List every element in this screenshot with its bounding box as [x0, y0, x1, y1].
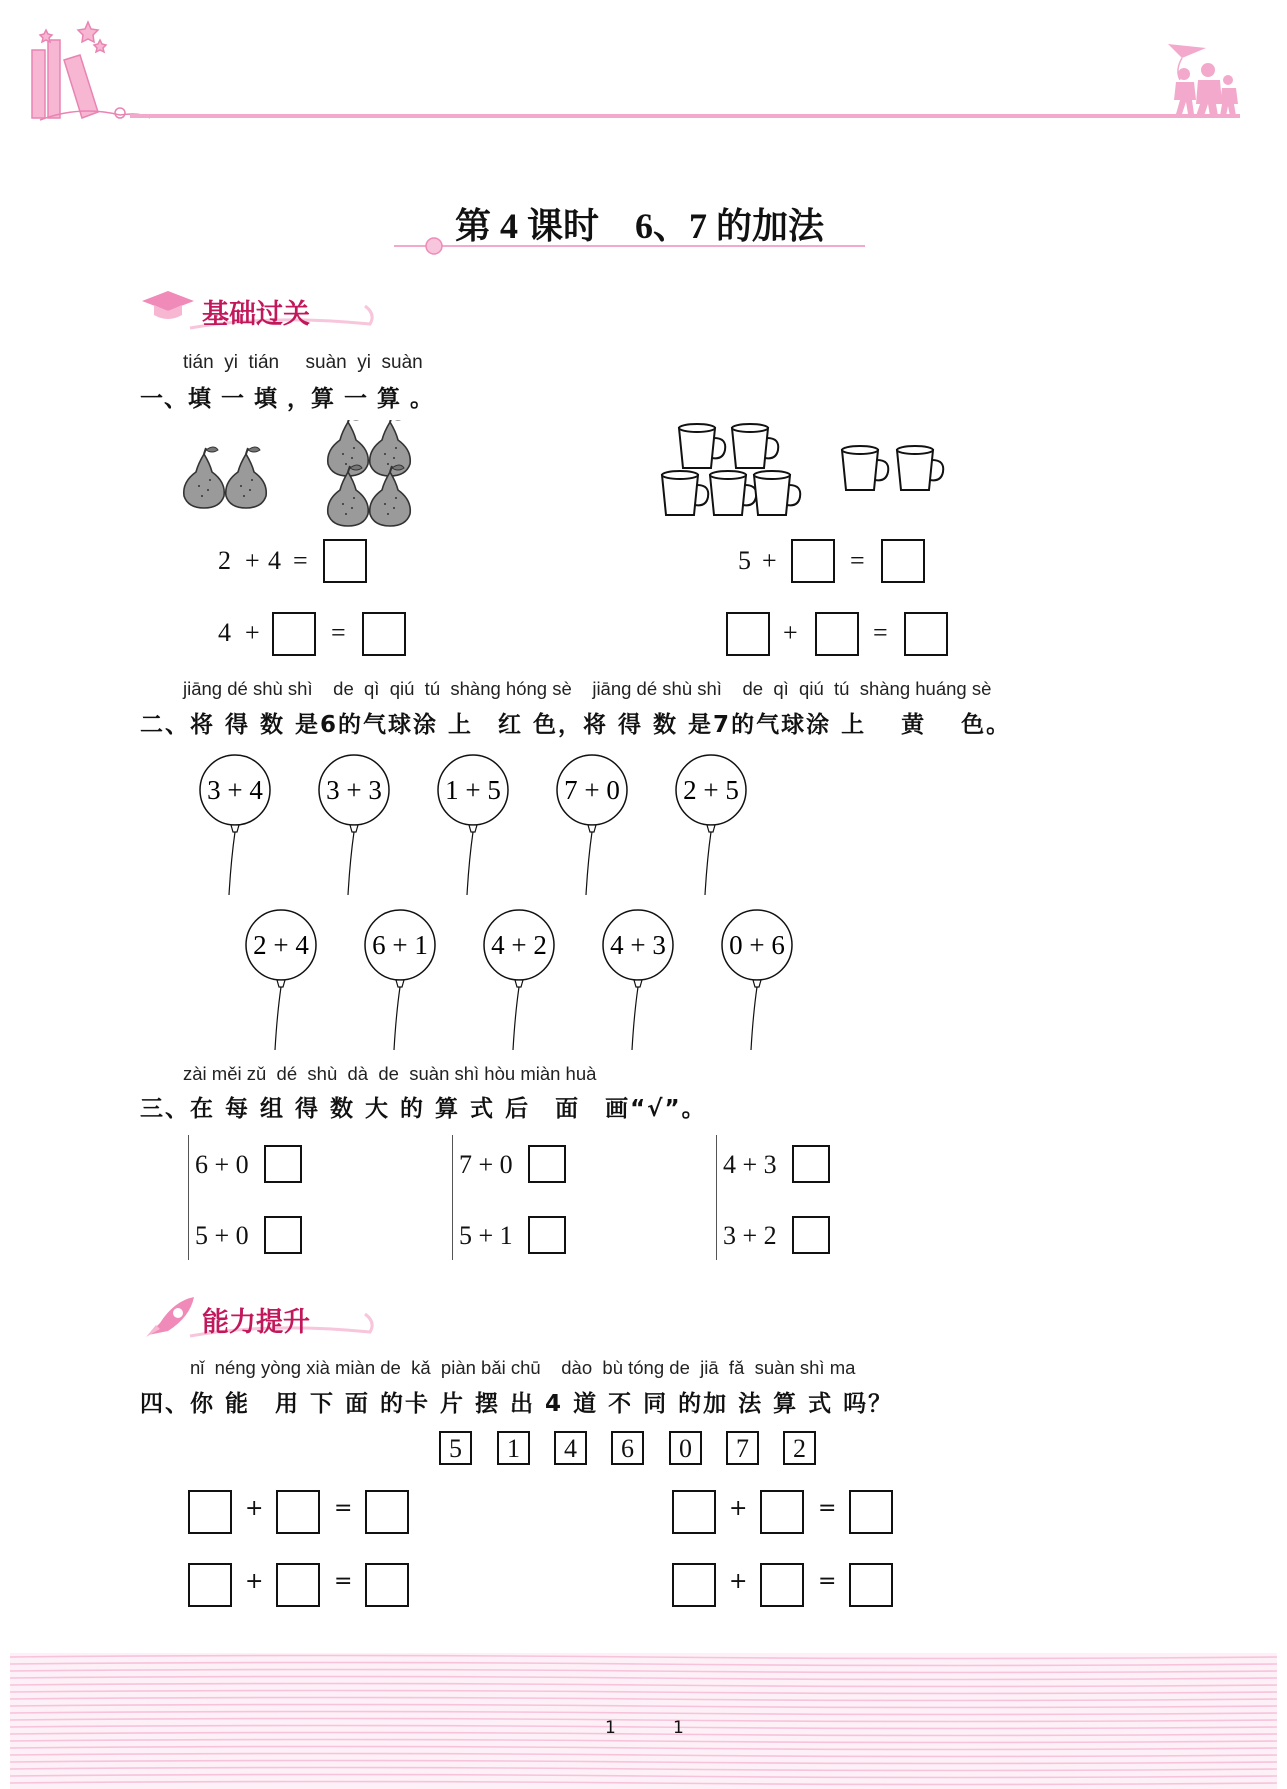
title-underline	[390, 236, 870, 256]
answer-box[interactable]	[272, 612, 316, 656]
answer-box[interactable]	[791, 539, 835, 583]
balloon[interactable]	[603, 910, 673, 1050]
cup-icon	[662, 471, 708, 515]
cup-icon	[679, 424, 725, 468]
pear-icon	[328, 465, 369, 526]
answer-box[interactable]	[726, 612, 770, 656]
q3-prompt: 三、在 每 组 得 数 大 的 算 式 后 面 画“√”。	[140, 1096, 707, 1122]
q1-prompt: 一、填 一 填 ，算 一 算 。	[140, 386, 435, 412]
header-decoration	[0, 0, 1287, 140]
balloon-string	[586, 832, 592, 895]
number-card[interactable]: 5	[439, 1431, 472, 1465]
number-card[interactable]: 1	[497, 1431, 530, 1465]
number-card[interactable]: 2	[783, 1431, 816, 1465]
answer-box[interactable]	[760, 1563, 804, 1607]
balloon-string	[348, 832, 354, 895]
balloon-string	[632, 987, 638, 1050]
pear-icon	[370, 465, 411, 526]
compare-expr: 7 + 0	[459, 1150, 513, 1179]
answer-box[interactable]	[276, 1563, 320, 1607]
cup-icon	[842, 446, 888, 490]
balloon[interactable]	[200, 755, 270, 895]
answer-box[interactable]	[760, 1490, 804, 1534]
balloon-expression: 1 + 5	[445, 775, 501, 805]
balloon[interactable]	[557, 755, 627, 895]
q2-pinyin: jiāng dé shù shì de qì qiú tú shàng hóng sè jiāng dé shù shì de qì qiú tú shàng huáng sè	[183, 678, 992, 699]
balloon-string	[275, 987, 281, 1050]
answer-box[interactable]	[815, 612, 859, 656]
page-title: 第 4 课时 6、7 的加法	[455, 206, 825, 246]
balloon-expression: 2 + 4	[253, 930, 309, 960]
balloon-expression: 7 + 0	[564, 775, 620, 805]
q1-left-eq1-op: +	[245, 546, 260, 575]
q1-right-eq1-op: +	[762, 546, 777, 575]
page-number-left: 1	[605, 1718, 616, 1738]
page-number-right: 1	[673, 1718, 684, 1738]
balloons	[180, 745, 820, 1055]
equals-sign: =	[818, 1569, 837, 1594]
pear-icon	[184, 447, 225, 508]
balloon-expression: 6 + 1	[372, 930, 428, 960]
compare-expr: 6 + 0	[195, 1150, 249, 1179]
number-card[interactable]: 6	[611, 1431, 644, 1465]
answer-box[interactable]	[365, 1563, 409, 1607]
plus-sign: +	[245, 1496, 264, 1521]
balloon[interactable]	[484, 910, 554, 1050]
plus-sign: +	[245, 1569, 264, 1594]
answer-box[interactable]	[276, 1490, 320, 1534]
number-card[interactable]: 7	[726, 1431, 759, 1465]
balloon-string	[229, 832, 235, 895]
balloon-expression: 2 + 5	[683, 775, 739, 805]
answer-box[interactable]	[362, 612, 406, 656]
q1-left-eq1-eq: =	[293, 546, 308, 575]
q1-left-eq2-eq: =	[331, 618, 346, 647]
check-box[interactable]	[528, 1145, 566, 1183]
compare-expr: 3 + 2	[723, 1221, 777, 1250]
balloon-row-2	[246, 910, 792, 1050]
section-title-advanced: 能力提升	[202, 1307, 310, 1338]
balloon[interactable]	[676, 755, 746, 895]
balloon-expression: 3 + 3	[326, 775, 382, 805]
compare-bracket	[716, 1135, 717, 1260]
answer-box[interactable]	[849, 1563, 893, 1607]
balloon-string	[513, 987, 519, 1050]
q1-left-eq2-a: 4	[218, 618, 231, 647]
balloon-expression: 0 + 6	[729, 930, 785, 960]
cup-icon	[754, 471, 800, 515]
q4-pinyin: nǐ néng yòng xià miàn de kǎ piàn bǎi chū dào bù tóng de jiā fǎ suàn shì ma	[190, 1357, 856, 1378]
check-box[interactable]	[792, 1145, 830, 1183]
compare-bracket	[452, 1135, 453, 1260]
cup-icon	[897, 446, 943, 490]
q3-pinyin: zài měi zǔ dé shù dà de suàn shì hòu miàn huà	[183, 1063, 597, 1084]
equals-sign: =	[334, 1496, 353, 1521]
q1-right-eq1-a: 5	[738, 546, 751, 575]
equals-sign: =	[818, 1496, 837, 1521]
kids-kite-icon	[1168, 44, 1238, 116]
answer-box[interactable]	[365, 1490, 409, 1534]
balloon-string	[705, 832, 711, 895]
compare-bracket	[188, 1135, 189, 1260]
balloon[interactable]	[722, 910, 792, 1050]
answer-box[interactable]	[188, 1563, 232, 1607]
balloon[interactable]	[438, 755, 508, 895]
q1-pinyin: tián yi tián suàn yi suàn	[183, 352, 423, 373]
q1-right-eq2-op: +	[783, 618, 798, 647]
q1-left-eq1-b: 4	[268, 546, 281, 575]
compare-expr: 5 + 1	[459, 1221, 513, 1250]
balloon[interactable]	[246, 910, 316, 1050]
pear-icon	[226, 447, 267, 508]
q1-right-eq2-eq: =	[873, 618, 888, 647]
plus-sign: +	[729, 1496, 748, 1521]
equals-sign: =	[334, 1569, 353, 1594]
cup-icon	[732, 424, 778, 468]
q2-prompt: 二、将 得 数 是6的气球涂 上 红 色，将 得 数 是7的气球涂 上 黄 色。	[140, 712, 1012, 738]
balloon-string	[751, 987, 757, 1050]
answer-box[interactable]	[188, 1490, 232, 1534]
answer-box[interactable]	[323, 539, 367, 583]
balloon[interactable]	[365, 910, 435, 1050]
answer-box[interactable]	[672, 1563, 716, 1607]
balloon-expression: 4 + 2	[491, 930, 547, 960]
plus-sign: +	[729, 1569, 748, 1594]
compare-expr: 4 + 3	[723, 1150, 777, 1179]
balloon-string	[467, 832, 473, 895]
check-box[interactable]	[792, 1216, 830, 1254]
check-box[interactable]	[264, 1216, 302, 1254]
check-box[interactable]	[528, 1216, 566, 1254]
balloon-expression: 3 + 4	[207, 775, 263, 805]
balloon-expression: 4 + 3	[610, 930, 666, 960]
pears-illustration	[180, 420, 420, 530]
answer-box[interactable]	[881, 539, 925, 583]
cups-illustration	[655, 420, 955, 520]
number-card[interactable]: 0	[669, 1431, 702, 1465]
balloon-row-1	[200, 755, 746, 895]
footer-stripes	[10, 1653, 1277, 1789]
section-title-basic: 基础过关	[202, 299, 310, 330]
q1-left-eq1-a: 2	[218, 546, 231, 575]
answer-box[interactable]	[672, 1490, 716, 1534]
q1-right-eq1-eq: =	[850, 546, 865, 575]
cup-icon	[710, 471, 756, 515]
books-logo-icon	[32, 22, 150, 120]
q4-prompt: 四、你 能 用 下 面 的卡 片 摆 出 4 道 不 同 的加 法 算 式 吗？	[140, 1391, 894, 1417]
number-card[interactable]: 4	[554, 1431, 587, 1465]
q1-left-eq2-op: +	[245, 618, 260, 647]
compare-expr: 5 + 0	[195, 1221, 249, 1250]
balloon-string	[394, 987, 400, 1050]
answer-box[interactable]	[904, 612, 948, 656]
balloon[interactable]	[319, 755, 389, 895]
check-box[interactable]	[264, 1145, 302, 1183]
answer-box[interactable]	[849, 1490, 893, 1534]
